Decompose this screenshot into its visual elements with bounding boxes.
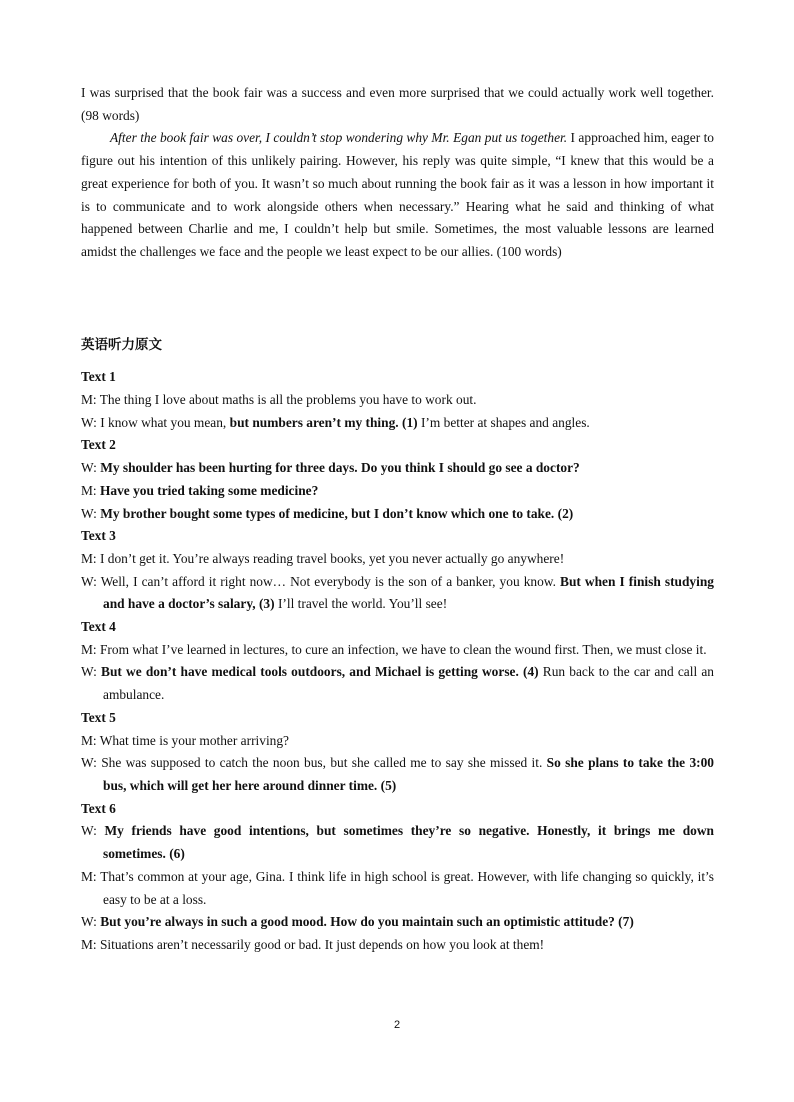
dialogue-text: W:	[81, 664, 102, 680]
dialogue-text: M:	[81, 482, 100, 498]
key-answer-text: My shoulder has been hurting for three days. Do you think I should go see a doctor?	[100, 460, 580, 476]
key-answer-text: But when I finish studying and have a doctor’s salary, (3)	[103, 573, 714, 612]
dialogue-text: I’m better at shapes and angles.	[417, 414, 590, 430]
essay-paragraph-1: I was surprised that the book fair was a success and even more surprised that we could actually work well together. (98 words)	[81, 85, 714, 123]
dialogue-line	[81, 480, 714, 503]
key-answer-text: but numbers aren’t my thing. (1)	[229, 414, 418, 430]
dialogue-line	[81, 820, 714, 865]
dialogue-line	[81, 866, 714, 911]
section-title: 英语听力原文	[81, 336, 162, 353]
text-label: Text 1	[81, 369, 116, 385]
essay-paragraph-2	[81, 127, 714, 263]
dialogue-line	[81, 457, 714, 480]
text-label: Text 4	[81, 619, 116, 635]
dialogue-line	[81, 934, 714, 957]
essay-italic-sentence: After the book fair was over, I couldn’t stop wondering why Mr. Egan put us together.	[110, 130, 568, 146]
dialogue-line	[81, 752, 714, 797]
dialogue-text: W:	[81, 505, 101, 521]
text-label: Text 5	[81, 709, 116, 725]
listening-transcript	[81, 366, 714, 956]
dialogue-line	[81, 661, 714, 706]
dialogue-line	[81, 911, 714, 934]
dialogue-line	[81, 389, 714, 412]
dialogue-text: I’ll travel the world. You’ll see!	[274, 596, 448, 612]
dialogue-text: W:	[81, 823, 105, 839]
dialogue-text: M: Situations aren’t necessarily good or bad. It just depends on how you look at them!	[81, 936, 545, 952]
dialogue-line	[81, 730, 714, 753]
dialogue-text: W:	[81, 460, 101, 476]
dialogue-text: W: I know what you mean,	[81, 414, 230, 430]
essay-paragraph-2-body: I approached him, eager to figure out his intention of this unlikely pairing. However, his reply was quite simple, “I knew that this would be a great experience for both of you. It wasn’t so much about running the book fair as it was a lesson in how important it is to communicate and to work alongside others when necessary.” Hearing what he said and thinking of what happened between Charlie and me, I couldn’t help but smile. Sometimes, the most valuable lessons are learned amidst the challenges we face and the people we least expect to be our allies. (100 words)	[81, 130, 714, 259]
text-label: Text 3	[81, 528, 116, 544]
dialogue-text: M: What time is your mother arriving?	[81, 732, 290, 748]
page-number: 2	[393, 1019, 401, 1031]
title-gap	[81, 356, 714, 366]
document-page	[81, 82, 714, 957]
key-answer-text: But we don’t have medical tools outdoors, and Michael is getting worse. (4)	[101, 664, 539, 680]
key-answer-text: But you’re always in such a good mood. How do you maintain such an optimistic attitude? (7)	[100, 914, 634, 930]
dialogue-text: M: The thing I love about maths is all the problems you have to work out.	[81, 392, 477, 408]
dialogue-text: M: From what I’ve learned in lectures, to cure an infection, we have to clean the wound first. Then, we must close it.	[81, 641, 707, 657]
dialogue-text: W: Well, I can’t afford it right now… Not everybody is the son of a banker, you know.	[81, 573, 561, 589]
dialogue-text: W:	[81, 914, 101, 930]
text-label: Text 6	[81, 800, 116, 816]
text-label: Text 2	[81, 437, 116, 453]
dialogue-text: W: She was supposed to catch the noon bus, but she called me to say she missed it.	[81, 755, 547, 771]
key-answer-text: Have you tried taking some medicine?	[99, 482, 319, 498]
dialogue-line	[81, 503, 714, 526]
dialogue-line	[81, 571, 714, 616]
dialogue-line	[81, 548, 714, 571]
dialogue-line	[81, 639, 714, 662]
dialogue-text: Run back to the car and call an ambulance.	[103, 664, 714, 703]
dialogue-text: M: I don’t get it. You’re always reading travel books, yet you never actually go anywhere!	[81, 550, 565, 566]
key-answer-text: So she plans to take the 3:00 bus, which will get her here around dinner time. (5)	[103, 755, 715, 793]
dialogue-line	[81, 412, 714, 435]
key-answer-text: My brother bought some types of medicine, but I don’t know which one to take. (2)	[100, 505, 574, 521]
dialogue-text: M: That’s common at your age, Gina. I think life in high school is great. However, with life changing so quickly, it’s easy to be at a loss.	[81, 868, 714, 907]
key-answer-text: My friends have good intentions, but sometimes they’re so negative. Honestly, it brings me down sometimes. (6)	[103, 823, 714, 862]
section-spacer	[81, 264, 714, 334]
